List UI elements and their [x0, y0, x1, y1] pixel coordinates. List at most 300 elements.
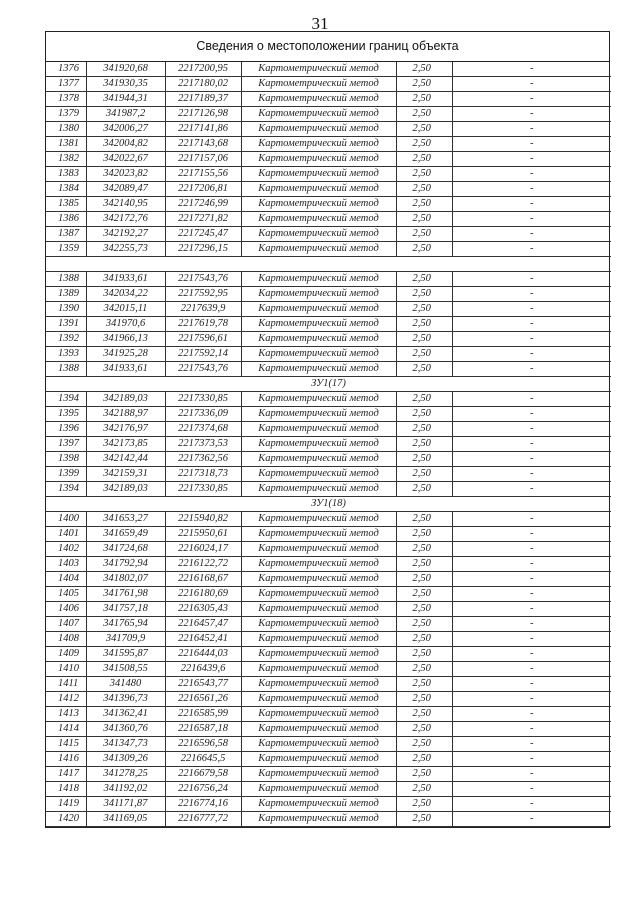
table-row [46, 752, 611, 767]
description-cell: - [452, 797, 611, 812]
x-coordinate-cell: 341362,41 [86, 707, 165, 722]
method-cell: Картометрический метод [241, 617, 396, 632]
method-cell: Картометрический метод [241, 152, 396, 167]
x-coordinate-cell: 341987,2 [86, 107, 165, 122]
point-number-cell: 1418 [46, 782, 86, 797]
y-coordinate-cell: 2217200,95 [165, 62, 241, 77]
method-cell: Картометрический метод [241, 722, 396, 737]
y-coordinate-cell: 2216543,77 [165, 677, 241, 692]
method-cell: Картометрический метод [241, 422, 396, 437]
x-coordinate-cell: 342142,44 [86, 452, 165, 467]
y-coordinate-cell: 2216122,72 [165, 557, 241, 572]
y-coordinate-cell: 2216587,18 [165, 722, 241, 737]
x-coordinate-cell: 342172,76 [86, 212, 165, 227]
method-cell: Картометрический метод [241, 602, 396, 617]
y-coordinate-cell: 2217141,86 [165, 122, 241, 137]
description-cell: - [452, 617, 611, 632]
x-coordinate-cell: 341347,73 [86, 737, 165, 752]
accuracy-cell: 2,50 [396, 782, 452, 797]
method-cell: Картометрический метод [241, 527, 396, 542]
accuracy-cell: 2,50 [396, 752, 452, 767]
accuracy-cell: 2,50 [396, 302, 452, 317]
description-cell: - [452, 812, 611, 827]
y-coordinate-cell: 2217143,68 [165, 137, 241, 152]
table-row [46, 137, 611, 152]
point-number-cell: 1391 [46, 317, 86, 332]
accuracy-cell: 2,50 [396, 587, 452, 602]
x-coordinate-cell: 341761,98 [86, 587, 165, 602]
accuracy-cell: 2,50 [396, 122, 452, 137]
y-coordinate-cell: 2216305,43 [165, 602, 241, 617]
description-cell: - [452, 107, 611, 122]
x-coordinate-cell: 342015,11 [86, 302, 165, 317]
description-cell: - [452, 227, 611, 242]
boundary-table-sheet [45, 31, 610, 828]
x-coordinate-cell: 341920,68 [86, 62, 165, 77]
description-cell: - [452, 437, 611, 452]
x-coordinate-cell: 342140,95 [86, 197, 165, 212]
x-coordinate-cell: 341396,73 [86, 692, 165, 707]
method-cell: Картометрический метод [241, 407, 396, 422]
description-cell: - [452, 392, 611, 407]
accuracy-cell: 2,50 [396, 692, 452, 707]
table-title: Сведения о местоположении границ объекта [46, 32, 609, 62]
accuracy-cell: 2,50 [396, 452, 452, 467]
point-number-cell: 1417 [46, 767, 86, 782]
x-coordinate-cell: 341480 [86, 677, 165, 692]
method-cell: Картометрический метод [241, 767, 396, 782]
point-number-cell: 1398 [46, 452, 86, 467]
accuracy-cell: 2,50 [396, 512, 452, 527]
description-cell: - [452, 482, 611, 497]
page-number: 31 [311, 14, 329, 33]
y-coordinate-cell: 2217246,99 [165, 197, 241, 212]
accuracy-cell: 2,50 [396, 137, 452, 152]
point-number-cell: 1386 [46, 212, 86, 227]
accuracy-cell: 2,50 [396, 632, 452, 647]
table-row [46, 602, 611, 617]
x-coordinate-cell: 341169,05 [86, 812, 165, 827]
method-cell: Картометрический метод [241, 437, 396, 452]
section-heading [46, 257, 611, 272]
description-cell: - [452, 92, 611, 107]
description-cell: - [452, 692, 611, 707]
x-coordinate-cell: 341595,87 [86, 647, 165, 662]
table-row [46, 677, 611, 692]
accuracy-cell: 2,50 [396, 92, 452, 107]
accuracy-cell: 2,50 [396, 572, 452, 587]
description-cell: - [452, 152, 611, 167]
description-cell: - [452, 62, 611, 77]
table-row [46, 782, 611, 797]
accuracy-cell: 2,50 [396, 182, 452, 197]
description-cell: - [452, 782, 611, 797]
point-number-cell: 1410 [46, 662, 86, 677]
description-cell: - [452, 362, 611, 377]
x-coordinate-cell: 342006,27 [86, 122, 165, 137]
method-cell: Картометрический метод [241, 227, 396, 242]
point-number-cell: 1379 [46, 107, 86, 122]
table-row [46, 272, 611, 287]
x-coordinate-cell: 342004,82 [86, 137, 165, 152]
point-number-cell: 1395 [46, 407, 86, 422]
accuracy-cell: 2,50 [396, 212, 452, 227]
description-cell: - [452, 512, 611, 527]
description-cell: - [452, 452, 611, 467]
method-cell: Картометрический метод [241, 182, 396, 197]
y-coordinate-cell: 2216756,24 [165, 782, 241, 797]
x-coordinate-cell: 342189,03 [86, 392, 165, 407]
method-cell: Картометрический метод [241, 362, 396, 377]
table-row [46, 362, 611, 377]
method-cell: Картометрический метод [241, 812, 396, 827]
x-coordinate-cell: 341792,94 [86, 557, 165, 572]
accuracy-cell: 2,50 [396, 617, 452, 632]
x-coordinate-cell: 341933,61 [86, 362, 165, 377]
method-cell: Картометрический метод [241, 557, 396, 572]
x-coordinate-cell: 341192,02 [86, 782, 165, 797]
point-number-cell: 1394 [46, 482, 86, 497]
description-cell: - [452, 722, 611, 737]
y-coordinate-cell: 2216452,41 [165, 632, 241, 647]
x-coordinate-cell: 342192,27 [86, 227, 165, 242]
table-row [46, 482, 611, 497]
table-row [46, 812, 611, 827]
x-coordinate-cell: 341944,31 [86, 92, 165, 107]
table-row [46, 182, 611, 197]
point-number-cell: 1402 [46, 542, 86, 557]
description-cell: - [452, 197, 611, 212]
accuracy-cell: 2,50 [396, 677, 452, 692]
y-coordinate-cell: 2217619,78 [165, 317, 241, 332]
point-number-cell: 1405 [46, 587, 86, 602]
description-cell: - [452, 242, 611, 257]
description-cell: - [452, 137, 611, 152]
section-heading-row [46, 377, 611, 392]
point-number-cell: 1378 [46, 92, 86, 107]
x-coordinate-cell: 341757,18 [86, 602, 165, 617]
method-cell: Картометрический метод [241, 542, 396, 557]
y-coordinate-cell: 2217362,56 [165, 452, 241, 467]
point-number-cell: 1376 [46, 62, 86, 77]
method-cell: Картометрический метод [241, 707, 396, 722]
y-coordinate-cell: 2217206,81 [165, 182, 241, 197]
y-coordinate-cell: 2217126,98 [165, 107, 241, 122]
y-coordinate-cell: 2216561,26 [165, 692, 241, 707]
method-cell: Картометрический метод [241, 347, 396, 362]
table-row [46, 632, 611, 647]
description-cell: - [452, 122, 611, 137]
accuracy-cell: 2,50 [396, 662, 452, 677]
description-cell: - [452, 422, 611, 437]
table-row [46, 647, 611, 662]
y-coordinate-cell: 2217180,02 [165, 77, 241, 92]
accuracy-cell: 2,50 [396, 647, 452, 662]
method-cell: Картометрический метод [241, 137, 396, 152]
point-number-cell: 1393 [46, 347, 86, 362]
method-cell: Картометрический метод [241, 587, 396, 602]
point-number-cell: 1384 [46, 182, 86, 197]
description-cell: - [452, 632, 611, 647]
point-number-cell: 1397 [46, 437, 86, 452]
method-cell: Картометрический метод [241, 467, 396, 482]
description-cell: - [452, 752, 611, 767]
table-row [46, 77, 611, 92]
point-number-cell: 1414 [46, 722, 86, 737]
accuracy-cell: 2,50 [396, 227, 452, 242]
description-cell: - [452, 602, 611, 617]
point-number-cell: 1404 [46, 572, 86, 587]
method-cell: Картометрический метод [241, 167, 396, 182]
point-number-cell: 1419 [46, 797, 86, 812]
table-row [46, 767, 611, 782]
method-cell: Картометрический метод [241, 797, 396, 812]
description-cell: - [452, 77, 611, 92]
description-cell: - [452, 677, 611, 692]
accuracy-cell: 2,50 [396, 287, 452, 302]
table-row [46, 422, 611, 437]
description-cell: - [452, 182, 611, 197]
method-cell: Картометрический метод [241, 647, 396, 662]
point-number-cell: 1387 [46, 227, 86, 242]
accuracy-cell: 2,50 [396, 767, 452, 782]
accuracy-cell: 2,50 [396, 392, 452, 407]
accuracy-cell: 2,50 [396, 437, 452, 452]
description-cell: - [452, 662, 611, 677]
accuracy-cell: 2,50 [396, 332, 452, 347]
point-number-cell: 1411 [46, 677, 86, 692]
table-row [46, 542, 611, 557]
x-coordinate-cell: 341659,49 [86, 527, 165, 542]
accuracy-cell: 2,50 [396, 107, 452, 122]
accuracy-cell: 2,50 [396, 602, 452, 617]
x-coordinate-cell: 341925,28 [86, 347, 165, 362]
point-number-cell: 1396 [46, 422, 86, 437]
y-coordinate-cell: 2215950,61 [165, 527, 241, 542]
table-row [46, 587, 611, 602]
table-row [46, 467, 611, 482]
method-cell: Картометрический метод [241, 662, 396, 677]
y-coordinate-cell: 2216645,5 [165, 752, 241, 767]
x-coordinate-cell: 341966,13 [86, 332, 165, 347]
table-row [46, 572, 611, 587]
method-cell: Картометрический метод [241, 752, 396, 767]
table-row [46, 737, 611, 752]
x-coordinate-cell: 341765,94 [86, 617, 165, 632]
table-row [46, 302, 611, 317]
accuracy-cell: 2,50 [396, 722, 452, 737]
description-cell: - [452, 707, 611, 722]
y-coordinate-cell: 2217639,9 [165, 302, 241, 317]
description-cell: - [452, 272, 611, 287]
y-coordinate-cell: 2217318,73 [165, 467, 241, 482]
x-coordinate-cell: 342159,31 [86, 467, 165, 482]
x-coordinate-cell: 341653,27 [86, 512, 165, 527]
x-coordinate-cell: 342173,85 [86, 437, 165, 452]
point-number-cell: 1406 [46, 602, 86, 617]
point-number-cell: 1408 [46, 632, 86, 647]
x-coordinate-cell: 342189,03 [86, 482, 165, 497]
section-separator-row [46, 257, 611, 272]
method-cell: Картометрический метод [241, 482, 396, 497]
table-row [46, 197, 611, 212]
method-cell: Картометрический метод [241, 512, 396, 527]
table-row [46, 152, 611, 167]
accuracy-cell: 2,50 [396, 797, 452, 812]
description-cell: - [452, 287, 611, 302]
accuracy-cell: 2,50 [396, 707, 452, 722]
description-cell: - [452, 332, 611, 347]
description-cell: - [452, 407, 611, 422]
accuracy-cell: 2,50 [396, 542, 452, 557]
x-coordinate-cell: 341278,25 [86, 767, 165, 782]
x-coordinate-cell: 341360,76 [86, 722, 165, 737]
section-heading-row [46, 497, 611, 512]
y-coordinate-cell: 2217374,68 [165, 422, 241, 437]
point-number-cell: 1412 [46, 692, 86, 707]
x-coordinate-cell: 342089,47 [86, 182, 165, 197]
x-coordinate-cell: 341930,35 [86, 77, 165, 92]
description-cell: - [452, 557, 611, 572]
accuracy-cell: 2,50 [396, 152, 452, 167]
table-row [46, 227, 611, 242]
point-number-cell: 1388 [46, 272, 86, 287]
x-coordinate-cell: 342022,67 [86, 152, 165, 167]
point-number-cell: 1413 [46, 707, 86, 722]
y-coordinate-cell: 2216024,17 [165, 542, 241, 557]
description-cell: - [452, 587, 611, 602]
y-coordinate-cell: 2216168,67 [165, 572, 241, 587]
x-coordinate-cell: 341508,55 [86, 662, 165, 677]
y-coordinate-cell: 2217543,76 [165, 272, 241, 287]
x-coordinate-cell: 341802,07 [86, 572, 165, 587]
y-coordinate-cell: 2216774,16 [165, 797, 241, 812]
description-cell: - [452, 542, 611, 557]
y-coordinate-cell: 2217157,06 [165, 152, 241, 167]
method-cell: Картометрический метод [241, 737, 396, 752]
method-cell: Картометрический метод [241, 272, 396, 287]
coordinates-table [46, 62, 611, 827]
y-coordinate-cell: 2217592,14 [165, 347, 241, 362]
point-number-cell: 1407 [46, 617, 86, 632]
description-cell: - [452, 647, 611, 662]
description-cell: - [452, 167, 611, 182]
accuracy-cell: 2,50 [396, 422, 452, 437]
method-cell: Картометрический метод [241, 212, 396, 227]
accuracy-cell: 2,50 [396, 167, 452, 182]
table-row [46, 527, 611, 542]
table-row [46, 407, 611, 422]
table-row [46, 797, 611, 812]
method-cell: Картометрический метод [241, 572, 396, 587]
table-row [46, 167, 611, 182]
x-coordinate-cell: 341171,87 [86, 797, 165, 812]
method-cell: Картометрический метод [241, 692, 396, 707]
x-coordinate-cell: 341970,6 [86, 317, 165, 332]
x-coordinate-cell: 341309,26 [86, 752, 165, 767]
table-row [46, 212, 611, 227]
table-row [46, 317, 611, 332]
table-row [46, 662, 611, 677]
table-row [46, 62, 611, 77]
method-cell: Картометрический метод [241, 392, 396, 407]
point-number-cell: 1389 [46, 287, 86, 302]
y-coordinate-cell: 2216679,58 [165, 767, 241, 782]
y-coordinate-cell: 2217336,09 [165, 407, 241, 422]
y-coordinate-cell: 2216596,58 [165, 737, 241, 752]
method-cell: Картометрический метод [241, 452, 396, 467]
point-number-cell: 1415 [46, 737, 86, 752]
accuracy-cell: 2,50 [396, 407, 452, 422]
table-row [46, 347, 611, 362]
method-cell: Картометрический метод [241, 287, 396, 302]
point-number-cell: 1385 [46, 197, 86, 212]
x-coordinate-cell: 342176,97 [86, 422, 165, 437]
table-row [46, 557, 611, 572]
y-coordinate-cell: 2217592,95 [165, 287, 241, 302]
table-row [46, 692, 611, 707]
point-number-cell: 1380 [46, 122, 86, 137]
point-number-cell: 1382 [46, 152, 86, 167]
accuracy-cell: 2,50 [396, 557, 452, 572]
y-coordinate-cell: 2215940,82 [165, 512, 241, 527]
table-row [46, 122, 611, 137]
method-cell: Картометрический метод [241, 302, 396, 317]
point-number-cell: 1401 [46, 527, 86, 542]
accuracy-cell: 2,50 [396, 77, 452, 92]
description-cell: - [452, 737, 611, 752]
table-row [46, 452, 611, 467]
accuracy-cell: 2,50 [396, 362, 452, 377]
description-cell: - [452, 572, 611, 587]
section-heading: ЗУ1(18) [46, 497, 611, 512]
x-coordinate-cell: 341724,68 [86, 542, 165, 557]
y-coordinate-cell: 2217330,85 [165, 392, 241, 407]
table-row [46, 617, 611, 632]
table-row [46, 722, 611, 737]
point-number-cell: 1392 [46, 332, 86, 347]
description-cell: - [452, 347, 611, 362]
accuracy-cell: 2,50 [396, 347, 452, 362]
point-number-cell: 1399 [46, 467, 86, 482]
x-coordinate-cell: 341933,61 [86, 272, 165, 287]
y-coordinate-cell: 2217296,15 [165, 242, 241, 257]
x-coordinate-cell: 341709,9 [86, 632, 165, 647]
description-cell: - [452, 317, 611, 332]
method-cell: Картометрический метод [241, 242, 396, 257]
section-heading: ЗУ1(17) [46, 377, 611, 392]
y-coordinate-cell: 2216457,47 [165, 617, 241, 632]
point-number-cell: 1381 [46, 137, 86, 152]
y-coordinate-cell: 2217189,37 [165, 92, 241, 107]
accuracy-cell: 2,50 [396, 197, 452, 212]
point-number-cell: 1377 [46, 77, 86, 92]
point-number-cell: 1416 [46, 752, 86, 767]
method-cell: Картометрический метод [241, 92, 396, 107]
table-row [46, 437, 611, 452]
accuracy-cell: 2,50 [396, 467, 452, 482]
description-cell: - [452, 527, 611, 542]
y-coordinate-cell: 2217543,76 [165, 362, 241, 377]
method-cell: Картометрический метод [241, 332, 396, 347]
y-coordinate-cell: 2217271,82 [165, 212, 241, 227]
x-coordinate-cell: 342023,82 [86, 167, 165, 182]
point-number-cell: 1409 [46, 647, 86, 662]
y-coordinate-cell: 2216585,99 [165, 707, 241, 722]
accuracy-cell: 2,50 [396, 272, 452, 287]
x-coordinate-cell: 342188,97 [86, 407, 165, 422]
accuracy-cell: 2,50 [396, 482, 452, 497]
